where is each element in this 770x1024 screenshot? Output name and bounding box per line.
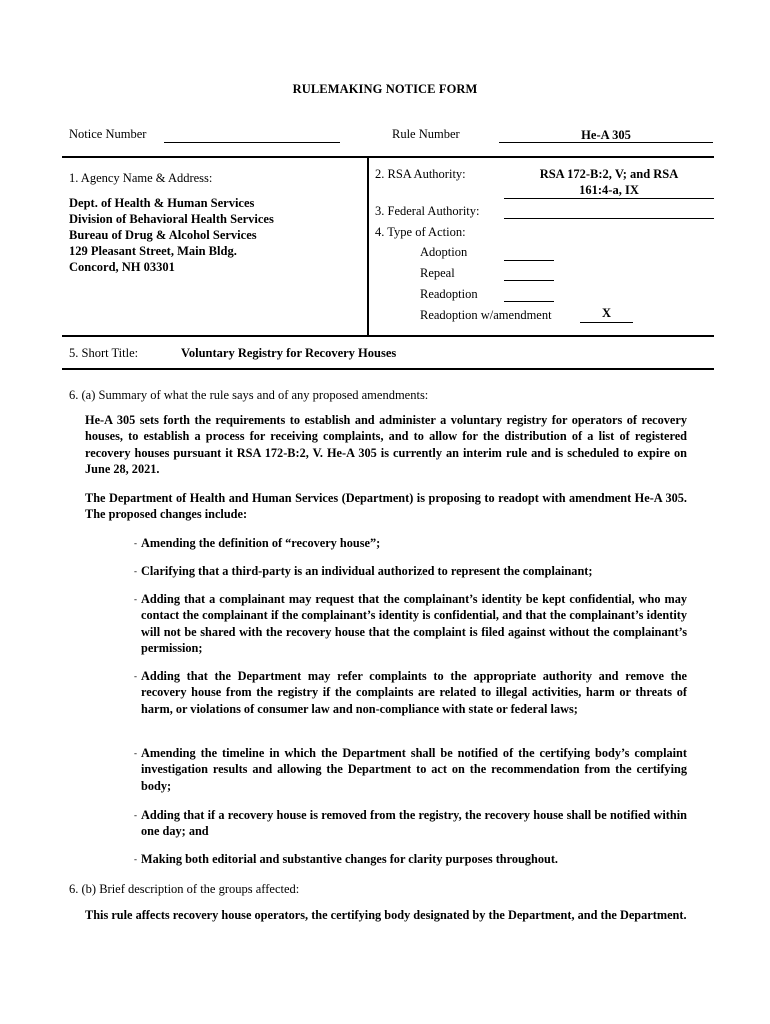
summary-label: 6. (a) Summary of what the rule says and of any proposed amendments: (69, 388, 429, 402)
summary-paragraph-1: He-A 305 sets forth the requirements to establish and administer a voluntary registry for operators of recovery houses, to establish a process for receiving complaints, and to allow for the distribution of a list of registered recovery houses pursuant it RSA 172-B:2, V. He-A 305 is currently an interim rule and is scheduled to expire on June 28, 2021. (85, 413, 687, 476)
agency-line: Bureau of Drug & Alcohol Services (69, 228, 257, 242)
action-readoption-field[interactable] (504, 301, 554, 302)
action-readoption-amendment-field[interactable] (580, 306, 633, 323)
type-of-action-label: 4. Type of Action: (375, 225, 466, 239)
action-readoption-label: Readoption (420, 287, 478, 301)
rsa-authority-underline (504, 198, 714, 199)
federal-authority-field[interactable] (504, 218, 714, 219)
notice-number-field[interactable] (164, 142, 340, 143)
divider (62, 368, 714, 370)
form-title: RULEMAKING NOTICE FORM (292, 82, 478, 96)
groups-affected-label: 6. (b) Brief description of the groups affected: (69, 882, 300, 896)
action-adoption-label: Adoption (420, 245, 468, 259)
list-item: - Making both editorial and substantive changes for clarity purposes throughout. (134, 852, 559, 866)
rsa-authority-value-2: 161:4-a, IX (579, 183, 639, 197)
list-item: - Amending the definition of “recovery house”; (134, 536, 381, 550)
agency-address (69, 195, 274, 275)
list-item: - Adding that if a recovery house is removed from the registry, the recovery house shall be notified within one day; and (134, 808, 687, 839)
rsa-authority-label: 2. RSA Authority: (375, 167, 466, 181)
dash-bullet: - (134, 810, 137, 820)
rule-number-underline (499, 142, 713, 143)
summary-paragraph-2: The Department of Health and Human Services (Department) is proposing to readopt with amendment He-A 305. The proposed changes include: (85, 491, 687, 522)
dash-bullet: - (134, 748, 137, 758)
groups-affected-text: This rule affects recovery house operators, the certifying body designated by the Department, and the Department. (85, 908, 687, 922)
notice-number-label: Notice Number (69, 127, 147, 141)
agency-line: Division of Behavioral Health Services (69, 212, 274, 226)
action-adoption-field[interactable] (504, 260, 554, 261)
action-repeal-label: Repeal (420, 266, 455, 280)
x-mark: X (601, 306, 612, 320)
column-divider (367, 157, 369, 335)
agency-line: Concord, NH 03301 (69, 260, 175, 274)
list-item: - Clarifying that a third-party is an individual authorized to represent the complainant; (134, 564, 593, 578)
dash-bullet: - (134, 594, 137, 604)
rule-number-value: He-A 305 (581, 128, 631, 142)
divider (62, 156, 714, 158)
rule-number-label: Rule Number (392, 127, 460, 141)
federal-authority-label: 3. Federal Authority: (375, 204, 480, 218)
list-item: - Amending the timeline in which the Department shall be notified of the certifying body’s complaint investigation results and allowing the Department to act on the recommendation from the certifying body; (134, 746, 687, 793)
divider (62, 335, 714, 337)
action-readoption-amendment-label: Readoption w/amendment (420, 308, 552, 322)
action-repeal-field[interactable] (504, 280, 554, 281)
list-item: - Adding that the Department may refer complaints to the appropriate authority and remove the recovery house from the registry if the complaints are related to illegal activities, harm or threats of harm, or violations of consumer law and non-compliance with state or federal laws; (134, 669, 687, 716)
agency-line: 129 Pleasant Street, Main Bldg. (69, 244, 237, 258)
list-item: - Adding that a complainant may request that the complainant’s identity be kept confidential, who may contact the complainant if the complainant’s identity is confidential, and that the complainant’s identity will not be shared with the recovery house that the complaint is filed against without the complainant’s permission; (134, 592, 687, 655)
dash-bullet: - (134, 671, 137, 681)
rsa-authority-value-1: RSA 172-B:2, V; and RSA (539, 167, 679, 181)
short-title-label: 5. Short Title: (69, 346, 139, 360)
short-title-value: Voluntary Registry for Recovery Houses (181, 346, 397, 360)
agency-line: Dept. of Health & Human Services (69, 196, 255, 210)
dash-bullet: - (134, 854, 137, 864)
agency-label: 1. Agency Name & Address: (69, 171, 213, 185)
dash-bullet: - (134, 538, 137, 548)
dash-bullet: - (134, 566, 137, 576)
